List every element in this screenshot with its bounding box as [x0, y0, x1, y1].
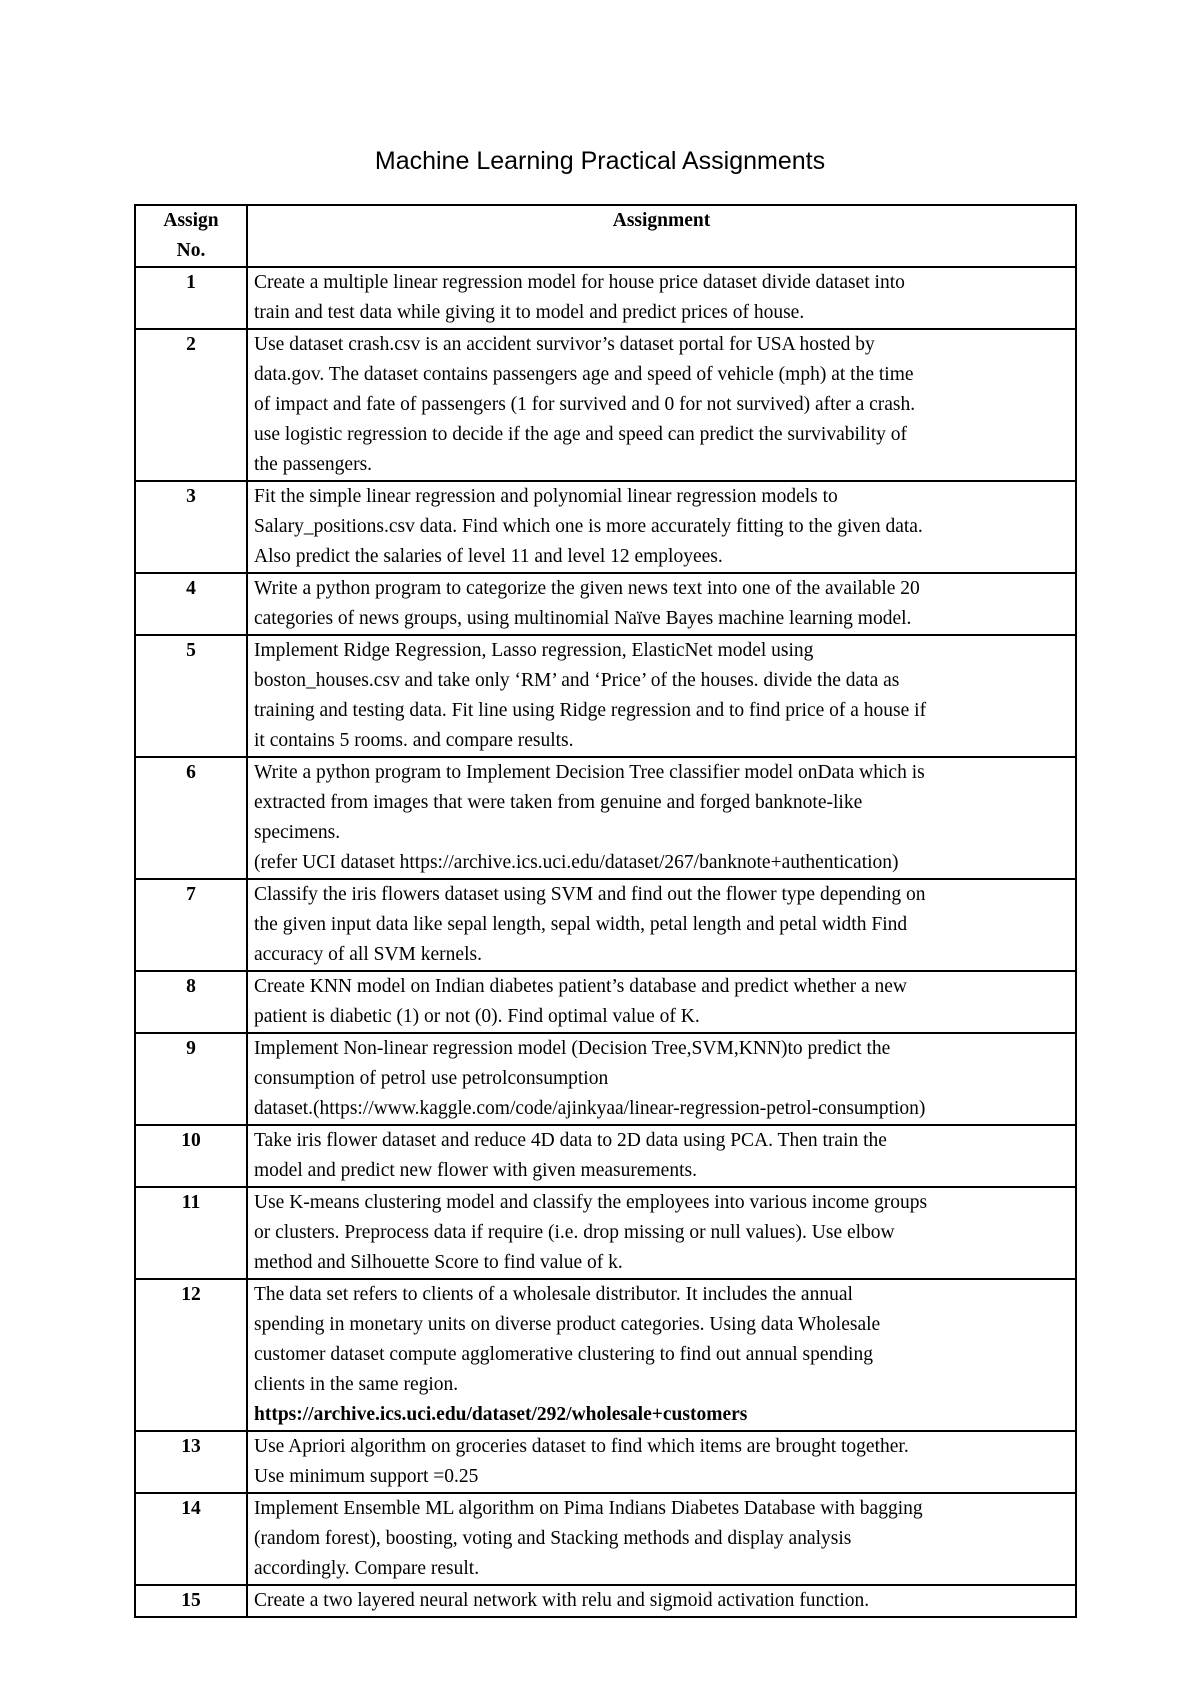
description-line: categories of news groups, using multinomial Naïve Bayes machine learning model. [254, 608, 912, 629]
description-line: spending in monetary units on diverse product categories. Using data Wholesale [254, 1314, 881, 1335]
assignment-number: 11 [135, 1187, 247, 1279]
description-line: Implement Non-linear regression model (Decision Tree,SVM,KNN)to predict the [254, 1038, 891, 1059]
page-title: Machine Learning Practical Assignments [374, 147, 826, 175]
assignment-number: 3 [135, 481, 247, 573]
table-row [135, 329, 1076, 481]
assignment-description [247, 879, 1076, 971]
table-row [135, 879, 1076, 971]
assignment-description [247, 573, 1076, 635]
assignment-description [247, 971, 1076, 1033]
description-line: Fit the simple linear regression and polynomial linear regression models to [254, 486, 838, 507]
description-line: data.gov. The dataset contains passengers age and speed of vehicle (mph) at the time [254, 364, 914, 385]
description-line: Create a multiple linear regression model for house price dataset divide dataset into [254, 272, 905, 293]
assignment-number: 14 [135, 1493, 247, 1585]
description-line: Classify the iris flowers dataset using SVM and find out the flower type depending on [254, 884, 926, 905]
description-line: patient is diabetic (1) or not (0). Find optimal value of K. [254, 1006, 700, 1027]
assignment-number: 6 [135, 757, 247, 879]
description-line: Create KNN model on Indian diabetes patient’s database and predict whether a new [254, 976, 908, 997]
assignment-description [247, 1493, 1076, 1585]
table-row [135, 573, 1076, 635]
assignment-description [247, 635, 1076, 757]
description-line: use logistic regression to decide if the age and speed can predict the survivability of [254, 424, 908, 445]
description-line: model and predict new flower with given measurements. [254, 1160, 697, 1181]
assignment-number: 9 [135, 1033, 247, 1125]
description-line: Write a python program to Implement Decision Tree classifier model onData which is [254, 762, 925, 783]
description-line: accordingly. Compare result. [254, 1558, 480, 1579]
table-row [135, 1431, 1076, 1493]
assignments-table [134, 204, 1077, 1618]
header-assign-no [135, 205, 247, 267]
assignment-number: 10 [135, 1125, 247, 1187]
assignment-number: 4 [135, 573, 247, 635]
dataset-link[interactable]: https://archive.ics.uci.edu/dataset/292/wholesale+customers [254, 1404, 748, 1425]
assignment-description [247, 1125, 1076, 1187]
description-line: extracted from images that were taken from genuine and forged banknote-like [254, 792, 863, 813]
description-line: accuracy of all SVM kernels. [254, 944, 482, 965]
description-line: Implement Ridge Regression, Lasso regression, ElasticNet model using [254, 640, 814, 661]
assignment-number: 8 [135, 971, 247, 1033]
description-line: Salary_positions.csv data. Find which one is more accurately fitting to the given data. [254, 516, 923, 537]
description-line: clients in the same region. [254, 1374, 459, 1395]
description-line: specimens. [254, 822, 341, 843]
description-line: Use minimum support =0.25 [254, 1466, 479, 1487]
table-row [135, 1279, 1076, 1431]
description-line: Use dataset crash.csv is an accident survivor’s dataset portal for USA hosted by [254, 334, 875, 355]
table-row [135, 971, 1076, 1033]
description-line: training and testing data. Fit line using Ridge regression and to find price of a house if [254, 700, 927, 721]
assignment-number: 13 [135, 1431, 247, 1493]
header-assign-no-line2: No. [176, 240, 206, 261]
description-line: Also predict the salaries of level 11 and level 12 employees. [254, 546, 723, 567]
table-row [135, 1493, 1076, 1585]
assignment-description [247, 1187, 1076, 1279]
description-line: customer dataset compute agglomerative clustering to find out annual spending [254, 1344, 873, 1365]
assignment-number: 2 [135, 329, 247, 481]
table-row [135, 1033, 1076, 1125]
table-row [135, 1187, 1076, 1279]
table-row [135, 1125, 1076, 1187]
assignment-description [247, 329, 1076, 481]
description-line: the given input data like sepal length, sepal width, petal length and petal width Find [254, 914, 908, 935]
table-row [135, 1585, 1076, 1617]
description-line: Take iris flower dataset and reduce 4D data to 2D data using PCA. Then train the [254, 1130, 887, 1151]
table-row [135, 481, 1076, 573]
assignment-description [247, 267, 1076, 329]
header-assign-no-line1: Assign [163, 210, 219, 231]
assignment-number: 7 [135, 879, 247, 971]
description-line: the passengers. [254, 454, 373, 475]
description-line: Use Apriori algorithm on groceries dataset to find which items are brought together. [254, 1436, 909, 1457]
header-assignment: Assignment [247, 205, 1076, 267]
assignment-number: 5 [135, 635, 247, 757]
description-line: train and test data while giving it to model and predict prices of house. [254, 302, 805, 323]
description-line: of impact and fate of passengers (1 for survived and 0 for not survived) after a crash. [254, 394, 916, 415]
description-line: boston_houses.csv and take only ‘RM’ and ‘Price’ of the houses. divide the data as [254, 670, 900, 691]
assignment-number: 12 [135, 1279, 247, 1431]
table-header-row [135, 205, 1076, 267]
assignment-number: 1 [135, 267, 247, 329]
table-row [135, 635, 1076, 757]
assignment-description [247, 1279, 1076, 1431]
description-line: method and Silhouette Score to find value of k. [254, 1252, 623, 1273]
description-line: Create a two layered neural network with relu and sigmoid activation function. [254, 1590, 870, 1611]
assignment-description [247, 1585, 1076, 1617]
table-row [135, 757, 1076, 879]
description-line: consumption of petrol use petrolconsumption [254, 1068, 609, 1089]
description-line: Write a python program to categorize the given news text into one of the available 20 [254, 578, 920, 599]
description-line: or clusters. Preprocess data if require (i.e. drop missing or null values). Use elbow [254, 1222, 895, 1243]
description-line: Use K-means clustering model and classify the employees into various income groups [254, 1192, 928, 1213]
assignment-description [247, 1033, 1076, 1125]
description-line: The data set refers to clients of a wholesale distributor. It includes the annual [254, 1284, 853, 1305]
description-line: (refer UCI dataset https://archive.ics.uci.edu/dataset/267/banknote+authentication) [254, 852, 899, 873]
assignment-number: 15 [135, 1585, 247, 1617]
description-line: Implement Ensemble ML algorithm on Pima Indians Diabetes Database with bagging [254, 1498, 923, 1519]
description-line: it contains 5 rooms. and compare results. [254, 730, 574, 751]
assignment-description [247, 757, 1076, 879]
description-line: (random forest), boosting, voting and Stacking methods and display analysis [254, 1528, 852, 1549]
assignment-description [247, 481, 1076, 573]
assignment-description [247, 1431, 1076, 1493]
table-row [135, 267, 1076, 329]
description-line: dataset.(https://www.kaggle.com/code/ajinkyaa/linear-regression-petrol-consumption) [254, 1098, 926, 1119]
